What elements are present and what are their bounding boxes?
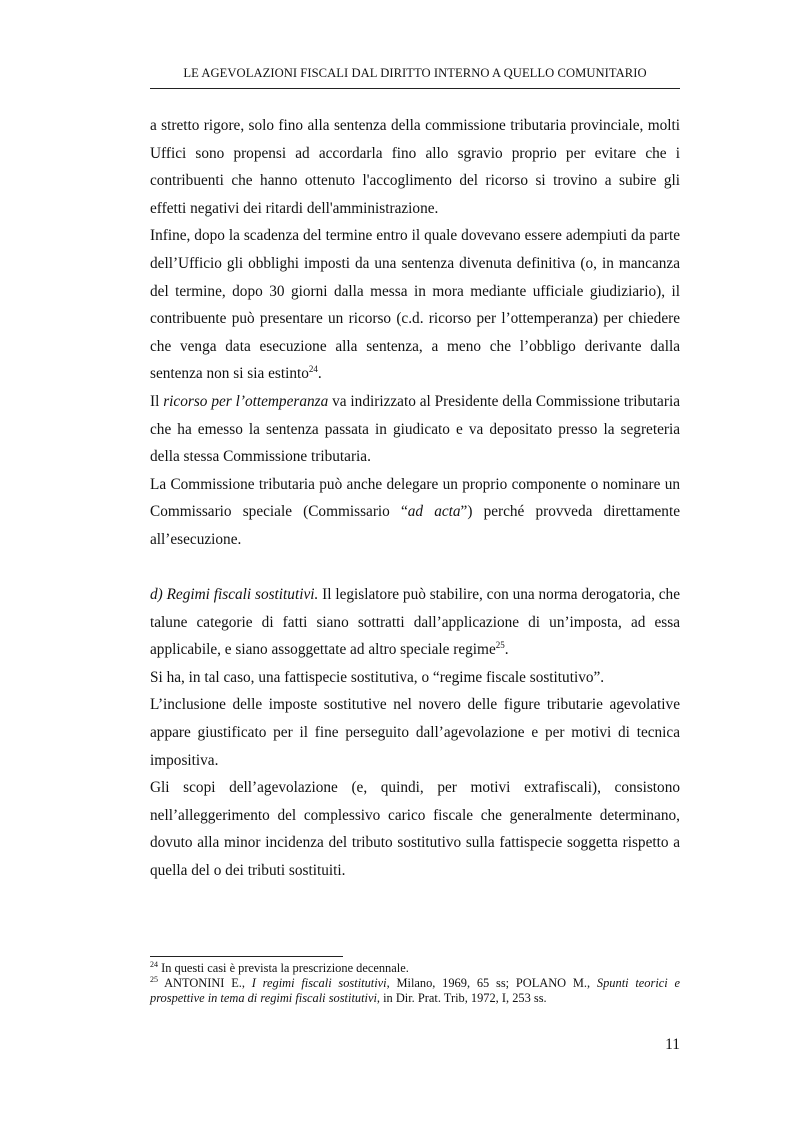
- footnote-text: , Milano, 1969, 65 ss; POLANO M.,: [386, 976, 597, 990]
- footnote-text: In questi casi è prevista la prescrizione decennale.: [158, 961, 409, 975]
- footnote-ref-25[interactable]: 25: [495, 640, 505, 651]
- running-header: LE AGEVOLAZIONI FISCALI DAL DIRITTO INTERNO A QUELLO COMUNITARIO: [183, 66, 647, 80]
- emphasis: ricorso per l’ottemperanza: [163, 392, 329, 410]
- footnote-ref-24[interactable]: 24: [308, 364, 318, 375]
- paragraph: Si ha, in tal caso, una fattispecie sostitutiva, o “regime fiscale sostitutivo”.: [150, 668, 605, 686]
- paragraph-text: ”) perché provveda direttamente all’esecuzione.: [150, 503, 680, 548]
- paragraph-text: va indirizzato al Presidente della Commissione tributaria che ha emesso la sentenza passata in giudicato e va depositato presso la segreteria della stessa Commissione tributaria.: [150, 392, 680, 466]
- footnote-rule: [150, 956, 343, 957]
- paragraph-text: Il legislatore può stabilire, con una norma derogatoria, che talune categorie di fatti siano sottratti dall’applicazione di un’imposta, ad essa applicabile, e siano assoggettate ad altro speciale regime: [150, 586, 680, 659]
- footnote-number: 24: [150, 960, 158, 969]
- paragraph: a stretto rigore, solo fino alla sentenza della commissione tributaria provinciale, molti Uffici sono propensi ad accordarla fino allo sgravio proprio per evitare che i contribuenti che hanno ottenuto l'accoglimento del ricorso si trovino a subire gli effetti negativi dei ritardi dell'amministrazione.: [150, 117, 680, 217]
- paragraph: [150, 388, 680, 471]
- section-heading: d) Regimi fiscali sostitutivi.: [150, 586, 319, 604]
- footnote-title: Spunti teorici e prospettive in tema di regimi fiscali sostitutivi: [150, 976, 680, 1005]
- paragraph-gap: [150, 554, 680, 582]
- paragraph-text: Infine, dopo la scadenza del termine entro il quale dovevano essere adempiuti da parte dell’Ufficio gli obblighi imposti da una sentenza divenuta definitiva (o, in mancanza del termine, dopo 30 giorni dalla messa in mora mediante ufficiale giudiziario), il contribuente può presentare un ricorso (c.d. ricorso per l’ottemperanza) per chiedere che venga data esecuzione alla sentenza, a meno che l’obbligo derivante dalla sentenza non si sia estinto: [150, 227, 680, 383]
- paragraph-text: Il: [150, 392, 164, 410]
- footnote-number: 25: [150, 975, 158, 984]
- paragraph: L’inclusione delle imposte sostitutive nel novero delle figure tributarie agevolative appare giustificato per il fine perseguito dall’agevolazione e per motivi di tecnica impositiva.: [150, 696, 680, 769]
- footnote-text: , in Dir. Prat. Trib, 1972, I, 253 ss.: [376, 991, 547, 1005]
- page-number: 11: [665, 1036, 680, 1053]
- paragraph: Gli scopi dell’agevolazione (e, quindi, per motivi extrafiscali), consistono nell’alleggerimento del complessivo carico fiscale che generalmente determinano, dovuto alla minor incidenza del tributo sostitutivo sulla fattispecie soggetta rispetto a quella del o dei tributi sostituiti.: [150, 779, 680, 880]
- paragraph-text: La Commissione tributaria può anche delegare un proprio componente o nominare un Commissario speciale (Commissario “: [150, 475, 680, 521]
- paragraph: [150, 581, 680, 664]
- header-rule: [150, 88, 680, 89]
- paragraph-end: .: [317, 365, 322, 383]
- paragraph: [150, 222, 680, 388]
- footnotes: [150, 961, 680, 1006]
- footnote-text: ANTONINI E.,: [158, 976, 252, 990]
- footnote-title: I regimi fiscali sostitutivi: [251, 976, 387, 990]
- body-text: [150, 112, 680, 885]
- footnote-25: [150, 976, 680, 1006]
- footnote-24: [150, 961, 680, 976]
- emphasis: ad acta: [407, 503, 461, 521]
- paragraph: [150, 471, 680, 554]
- paragraph-end: .: [504, 641, 509, 659]
